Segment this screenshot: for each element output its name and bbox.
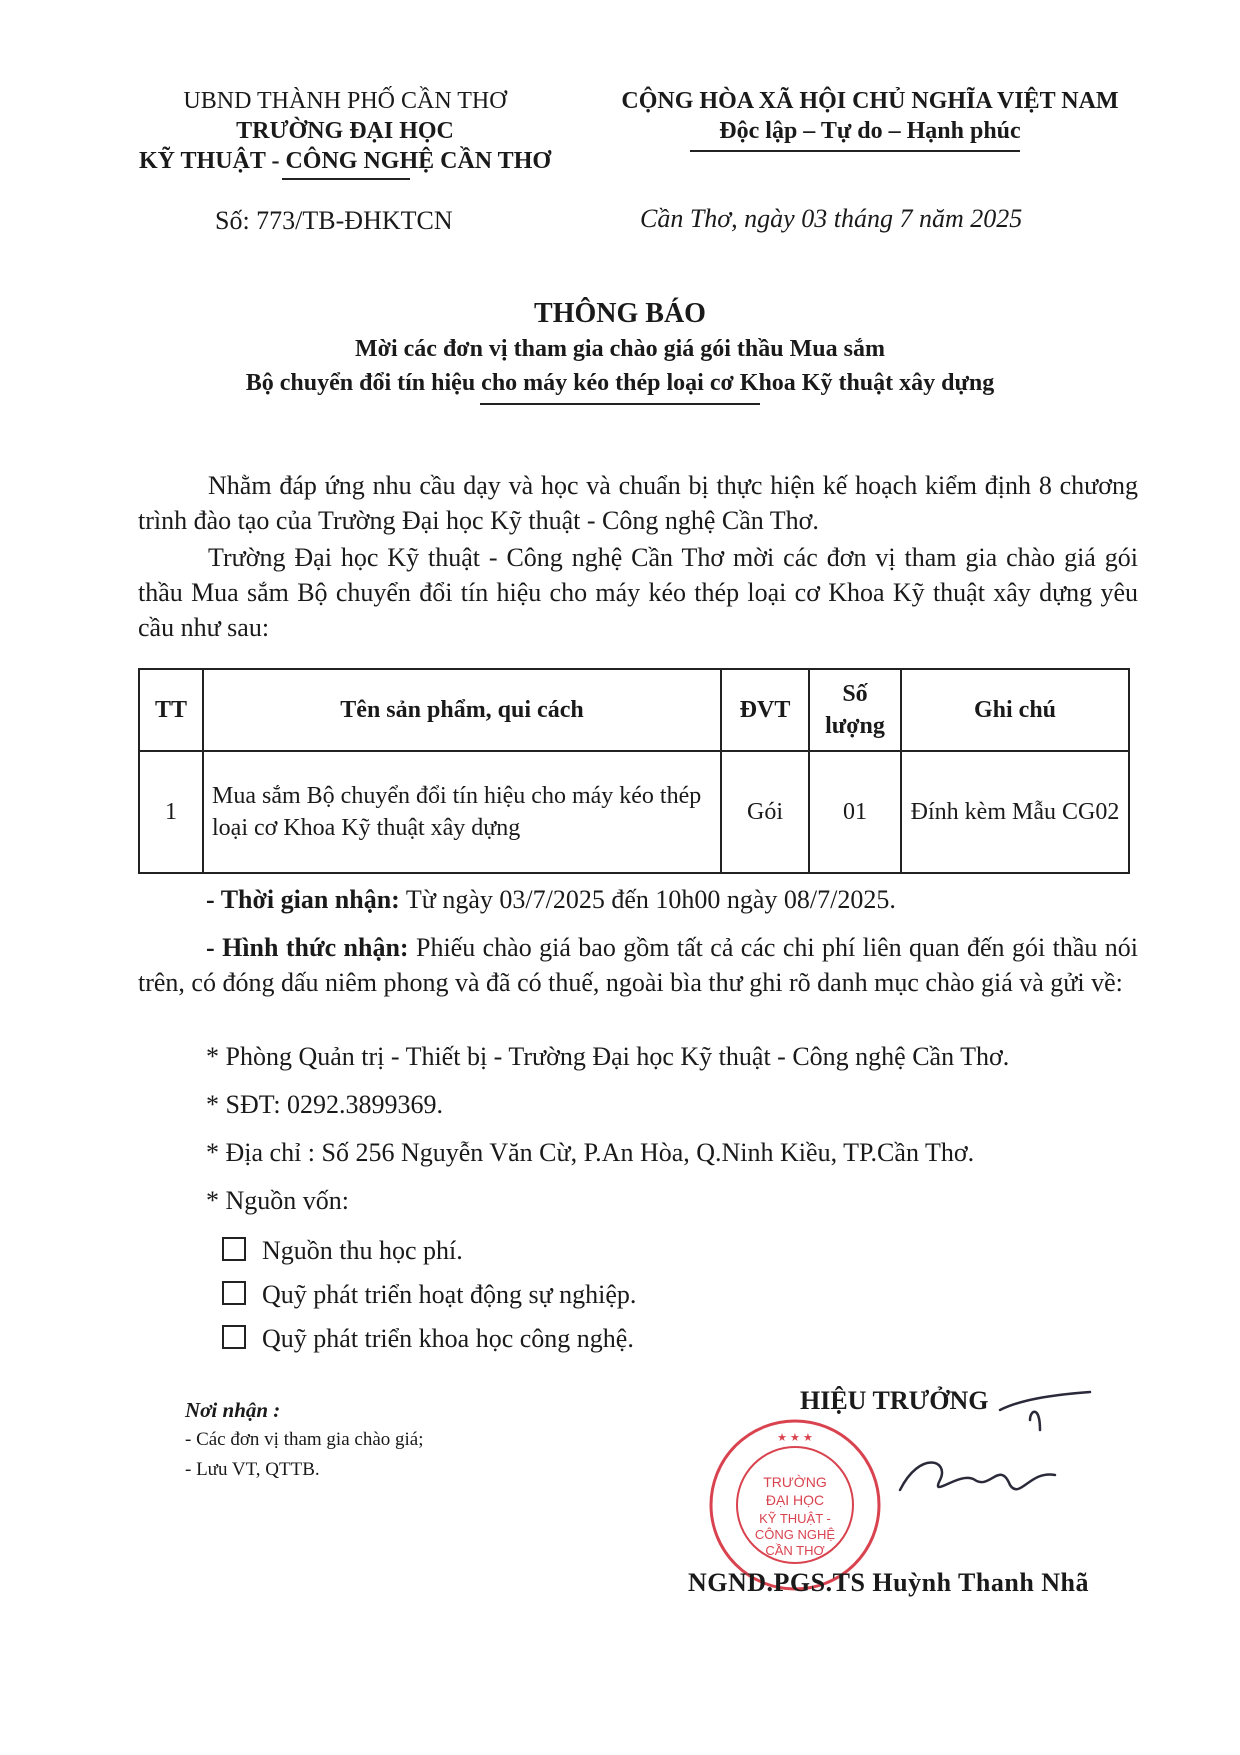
title-line-2: Mời các đơn vị tham gia chào giá gói thầu Mua sắm bbox=[355, 336, 885, 362]
title-underline bbox=[480, 403, 760, 405]
issuer-block bbox=[120, 86, 570, 176]
paragraph-2 bbox=[138, 540, 1138, 645]
motto: Độc lập – Tự do – Hạnh phúc bbox=[719, 118, 1021, 144]
cell-tt: 1 bbox=[139, 751, 203, 873]
table-row bbox=[139, 751, 1129, 873]
header-quantity: Số lượng bbox=[809, 669, 901, 751]
cell-unit: Gói bbox=[721, 751, 809, 873]
office-line: * Phòng Quản trị - Thiết bị - Trường Đại học Kỹ thuật - Công nghệ Cần Thơ. bbox=[206, 1042, 1010, 1071]
receive-time bbox=[138, 882, 1138, 917]
header-tt: TT bbox=[139, 669, 203, 751]
motto-underline bbox=[690, 150, 1020, 152]
receive-method-label: - Hình thức nhận: bbox=[206, 933, 409, 962]
country-name: CỘNG HÒA XÃ HỘI CHỦ NGHĨA VIỆT NAM bbox=[621, 88, 1119, 114]
svg-text:CÔNG NGHỆ: CÔNG NGHỆ bbox=[754, 1527, 836, 1542]
cell-note: Đính kèm Mẫu CG02 bbox=[901, 751, 1129, 873]
cell-quantity: 01 bbox=[809, 751, 901, 873]
paragraph-2-text: Trường Đại học Kỹ thuật - Công nghệ Cần Thơ mời các đơn vị tham gia chào giá gói thầu Mua sắm Bộ chuyển đổi tín hiệu cho máy kéo thép loại cơ Khoa Kỹ thuật xây dựng yêu cầu như sau: bbox=[138, 543, 1138, 642]
funding-option-label: Quỹ phát triển khoa học công nghệ. bbox=[262, 1324, 634, 1353]
funding-option-science[interactable] bbox=[222, 1324, 634, 1354]
receive-method-value: Phiếu chào giá bao gồm tất cả các chi phí liên quan đến gói thầu nói trên, có đóng dấu niêm phong và đã có thuế, ngoài bìa thư ghi rõ danh mục chào giá và gửi về: bbox=[138, 933, 1139, 997]
checkbox[interactable] bbox=[222, 1281, 246, 1305]
receive-method bbox=[138, 930, 1138, 1000]
title-block bbox=[140, 296, 1100, 400]
issuer-line-3: KỸ THUẬT - CÔNG NGHỆ CẦN THƠ bbox=[138, 148, 552, 174]
document-date: Cần Thơ, ngày 03 tháng 7 năm 2025 bbox=[640, 204, 1023, 233]
funding-option-tuition[interactable] bbox=[222, 1236, 463, 1266]
svg-text:★ ★ ★: ★ ★ ★ bbox=[777, 1432, 813, 1444]
signer-name: NGND.PGS.TS Huỳnh Thanh Nhã bbox=[688, 1568, 1090, 1597]
national-motto-block bbox=[585, 86, 1155, 146]
signer-title: HIỆU TRƯỞNG bbox=[800, 1386, 989, 1415]
issuer-line-2: TRƯỜNG ĐẠI HỌC bbox=[236, 118, 454, 144]
svg-text:KỸ THUẬT -: KỸ THUẬT - bbox=[759, 1511, 831, 1526]
receive-time-value: Từ ngày 03/7/2025 đến 10h00 ngày 08/7/2025. bbox=[405, 885, 896, 914]
title-line-3: Bộ chuyển đổi tín hiệu cho máy kéo thép loại cơ Khoa Kỹ thuật xây dựng bbox=[245, 370, 995, 396]
recipients-label: Nơi nhận : bbox=[185, 1398, 281, 1422]
phone-line: * SĐT: 0292.3899369. bbox=[206, 1090, 444, 1119]
funding-option-label: Quỹ phát triển hoạt động sự nghiệp. bbox=[262, 1280, 637, 1309]
items-table bbox=[138, 668, 1130, 874]
paragraph-1 bbox=[138, 468, 1138, 538]
svg-text:TRƯỜNG: TRƯỜNG bbox=[763, 1474, 827, 1490]
svg-text:ĐẠI HỌC: ĐẠI HỌC bbox=[765, 1492, 825, 1508]
table-header-row bbox=[139, 669, 1129, 751]
header-note: Ghi chú bbox=[901, 669, 1129, 751]
funding-option-label: Nguồn thu học phí. bbox=[262, 1236, 463, 1265]
cell-product: Mua sắm Bộ chuyển đổi tín hiệu cho máy kéo thép loại cơ Khoa Kỹ thuật xây dựng bbox=[203, 751, 721, 873]
checkbox[interactable] bbox=[222, 1237, 246, 1261]
issuer-underline bbox=[282, 178, 410, 180]
svg-text:CẦN THƠ: CẦN THƠ bbox=[765, 1543, 825, 1558]
funding-label: * Nguồn vốn: bbox=[206, 1186, 349, 1215]
header-product: Tên sản phẩm, qui cách bbox=[203, 669, 721, 751]
paragraph-1-text: Nhằm đáp ứng nhu cầu dạy và học và chuẩn bị thực hiện kế hoạch kiểm định 8 chương trình đào tạo của Trường Đại học Kỹ thuật - Công nghệ Cần Thơ. bbox=[138, 471, 1138, 535]
checkbox[interactable] bbox=[222, 1325, 246, 1349]
funding-option-operations[interactable] bbox=[222, 1280, 636, 1310]
recipients-block bbox=[185, 1395, 424, 1485]
recipient-item: - Lưu VT, QTTB. bbox=[185, 1459, 320, 1480]
issuer-line-1: UBND THÀNH PHỐ CẦN THƠ bbox=[183, 88, 507, 114]
address-line: * Địa chỉ : Số 256 Nguyễn Văn Cừ, P.An Hòa, Q.Ninh Kiều, TP.Cần Thơ. bbox=[206, 1138, 975, 1167]
recipient-item: - Các đơn vị tham gia chào giá; bbox=[185, 1429, 424, 1450]
receive-time-label: - Thời gian nhận: bbox=[206, 885, 400, 914]
header-unit: ĐVT bbox=[721, 669, 809, 751]
document-title: THÔNG BÁO bbox=[534, 298, 706, 329]
document-number: Số: 773/TB-ĐHKTCN bbox=[215, 206, 453, 235]
